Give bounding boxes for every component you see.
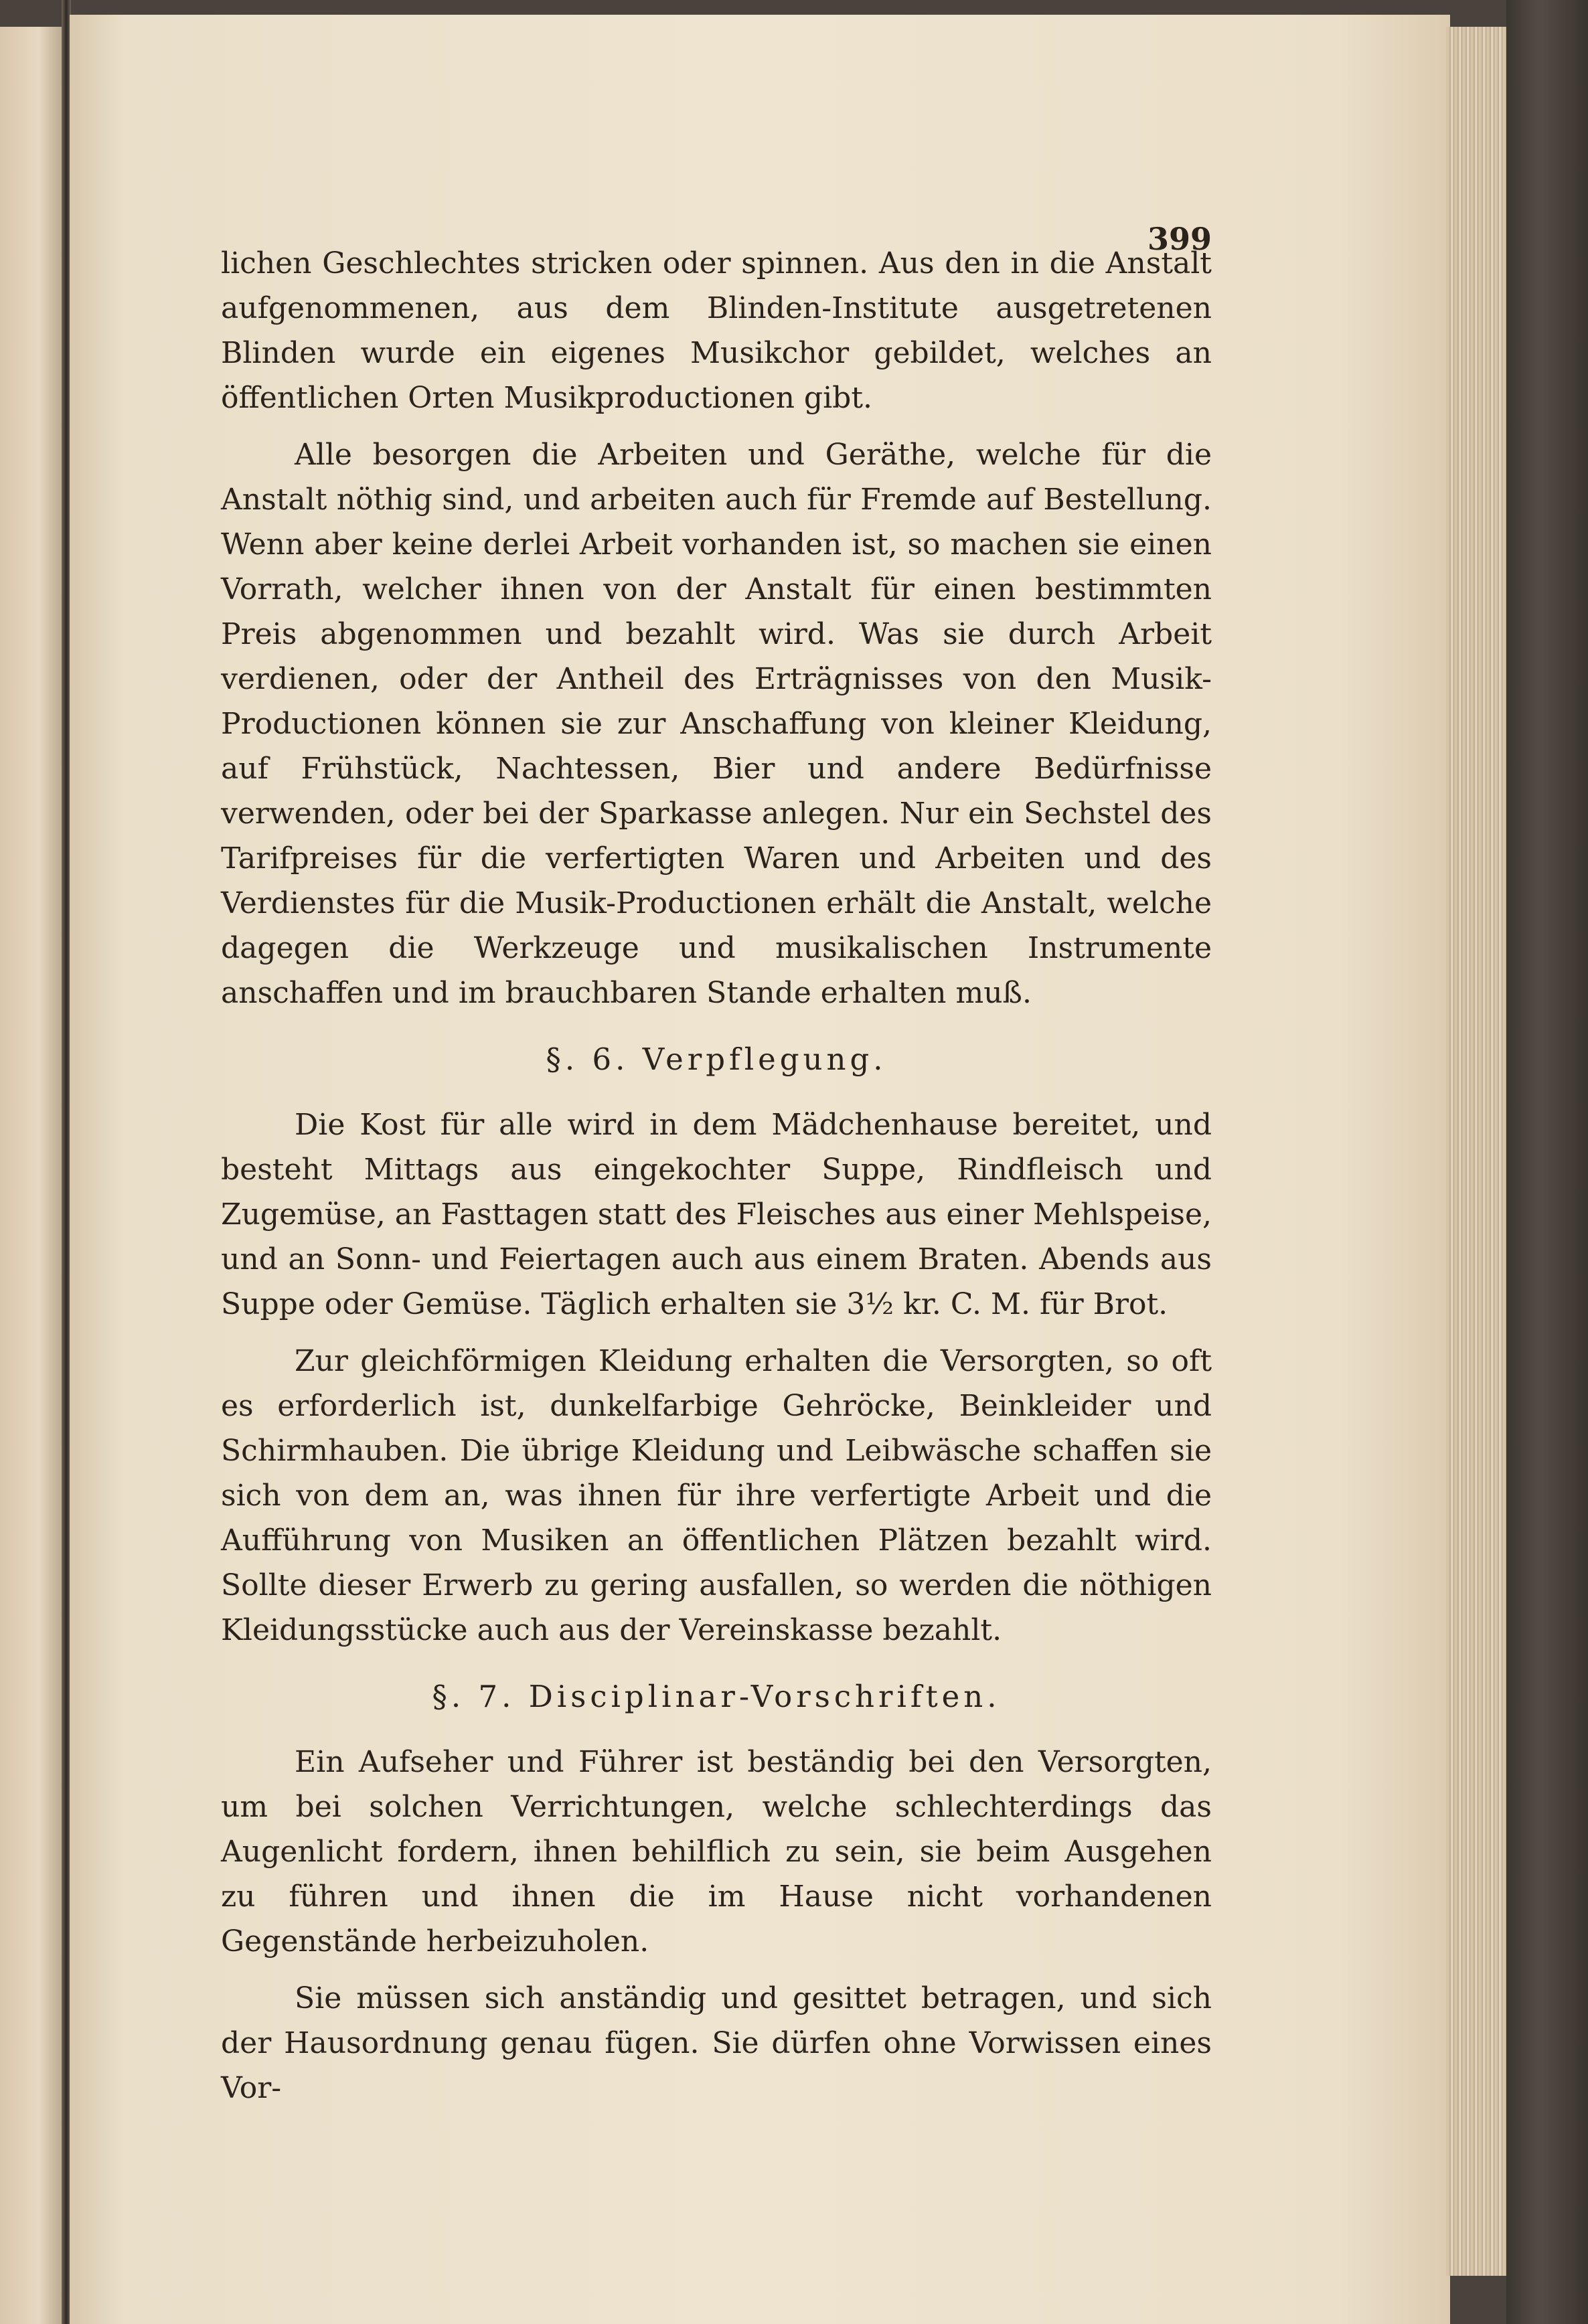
page-edges <box>1446 27 1508 2276</box>
paragraph: Sie müssen sich anständig und gesittet betragen, und sich der Hausordnung genau fügen. Sie dürfen ohne Vorwissen eines Vor- <box>221 1981 1212 2105</box>
paragraph: lichen Geschlechtes stricken oder spinnen. Aus den in die Anstalt aufgenommenen, aus dem Blinden-Institute ausgetretenen Blinden wurde ein eigenes Musikchor gebildet, welches an öffentlichen Orten Musikproductionen gibt. <box>221 246 1212 415</box>
paragraph: Die Kost für alle wird in dem Mädchenhause bereitet, und besteht Mittags aus eingekochter Suppe, Rindfleisch und Zugemüse, an Fasttagen statt des Fleisches aus einer Mehlspeise, und an Sonn- und Feiertagen auch aus einem Braten. Abends aus Suppe oder Gemüse. Täglich erhalten sie 3½ kr. C. M. für Brot. <box>221 1108 1212 1321</box>
page-number: 399 <box>1147 221 1212 257</box>
intro-section <box>221 241 1212 1015</box>
verpflegung-section <box>221 1040 1212 1653</box>
disciplinar-section <box>221 1677 1212 2110</box>
paragraph: Alle besorgen die Arbeiten und Geräthe, welche für die Anstalt nöthig sind, und arbeiten auch für Fremde auf Bestellung. Wenn aber keine derlei Arbeit vorhanden ist, so machen sie einen Vorrath, welcher ihnen von der Anstalt für einen bestimmten Preis abgenommen und bezahlt wird. Was sie durch Arbeit verdienen, oder der Antheil des Erträgnisses von den Musik-Productionen können sie zur Anschaffung von kleiner Kleidung, auf Frühstück, Nachtessen, Bier und andere Bedürfnisse verwenden, oder bei der Sparkasse anlegen. Nur ein Sechstel des Tarifpreises für die verfertigten Waren und Arbeiten und des Verdienstes für die Musik-Productionen erhält die Anstalt, welche dagegen die Werkzeuge und musikalischen Instrumente anschaffen und im brauchbaren Stande erhalten muß. <box>221 438 1212 1010</box>
page-text <box>221 241 1212 2123</box>
section-heading: §. 6. Verpflegung. <box>546 1042 887 1077</box>
paragraph: Zur gleichförmigen Kleidung erhalten die Versorgten, so oft es erforderlich ist, dunkelfarbige Gehröcke, Beinkleider und Schirmhauben. Die übrige Kleidung und Leibwäsche schaffen sie sich von dem an, was ihnen für ihre verfertigte Arbeit und die Aufführung von Musiken an öffentlichen Plätzen bezahlt wird. Sollte dieser Erwerb zu gering ausfallen, so werden die nöthigen Kleidungsstücke auch aus der Vereinskasse bezahlt. <box>221 1344 1212 1647</box>
previous-page-edge <box>0 27 64 2324</box>
book-cover-edge <box>1506 0 1588 2324</box>
paragraph: Ein Aufseher und Führer ist beständig bei den Versorgten, um bei solchen Verrichtungen, welche schlechterdings das Augenlicht fordern, ihnen behilflich zu sein, sie beim Ausgehen zu führen und ihnen die im Hause nicht vorhandenen Gegenstände herbeizuholen. <box>221 1745 1212 1959</box>
section-heading: §. 7. Disciplinar-Vorschriften. <box>432 1679 1001 1714</box>
